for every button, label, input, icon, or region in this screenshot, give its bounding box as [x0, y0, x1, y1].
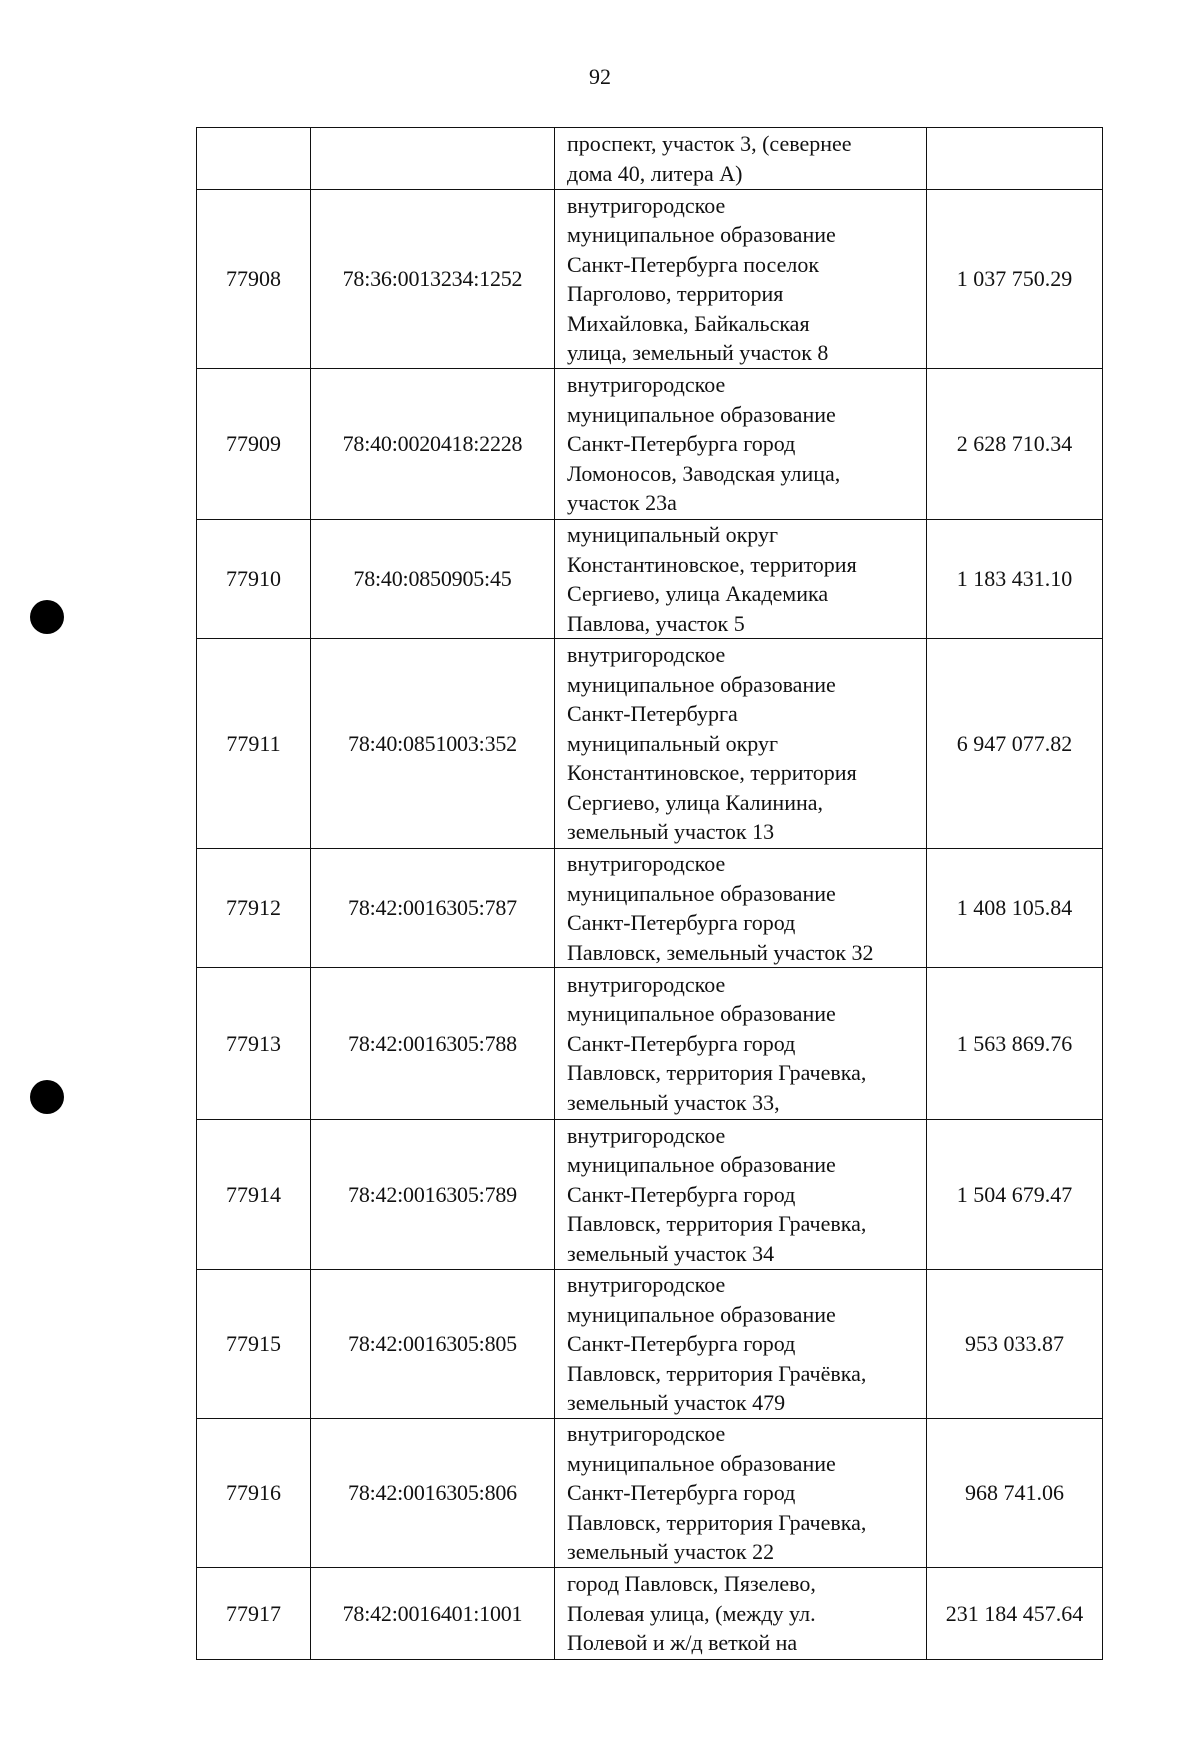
address-line: Санкт-Петербурга город	[567, 1480, 796, 1506]
cadastral-value-cell: 231 184 457.64	[927, 1568, 1103, 1660]
row-number-cell: 77916	[197, 1419, 311, 1568]
address-line: земельный участок 479	[567, 1390, 786, 1416]
address-cell	[555, 1419, 927, 1568]
cadastral-number-cell: 78:42:0016305:789	[311, 1120, 555, 1270]
cadastral-value-cell: 968 741.06	[927, 1419, 1103, 1568]
table-row	[197, 369, 1103, 520]
address-line: внутригородское	[567, 192, 726, 218]
table-row	[197, 1419, 1103, 1568]
row-number-cell: 77910	[197, 520, 311, 639]
address-line: проспект, участок 3, (севернее	[567, 131, 852, 156]
address-line: Павловск, земельный участок 32	[567, 939, 874, 965]
address-line: внутригородское	[567, 642, 726, 668]
cadastral-value-cell: 1 563 869.76	[927, 968, 1103, 1120]
address-line: Санкт-Петербурга город	[567, 910, 796, 935]
cadastral-value-cell: 1 408 105.84	[927, 849, 1103, 968]
address-line: Павловск, территория Грачевка,	[567, 1060, 867, 1086]
address-cell	[555, 1120, 927, 1270]
address-line: участок 23а	[567, 490, 677, 516]
page-number: 92	[589, 64, 611, 89]
address-line: Полевая улица, (между ул.	[567, 1600, 816, 1626]
cadastral-number-cell: 78:40:0850905:45	[311, 520, 555, 639]
address-line: муниципальный округ	[567, 730, 779, 756]
cadastral-value-cell: 1 037 750.29	[927, 190, 1103, 369]
row-number-cell: 77913	[197, 968, 311, 1120]
address-line: земельный участок 33,	[567, 1089, 780, 1115]
row-number-cell: 77908	[197, 190, 311, 369]
cadastral-number-cell	[311, 128, 555, 190]
registry-table-body	[197, 128, 1103, 1660]
address-line: Санкт-Петербурга	[567, 701, 738, 727]
address-line: Санкт-Петербурга поселок	[567, 251, 820, 277]
address-cell	[555, 369, 927, 520]
address-line: Павловск, территория Грачевка,	[567, 1509, 867, 1535]
table-row	[197, 128, 1103, 190]
table-row	[197, 520, 1103, 639]
cadastral-value-cell: 6 947 077.82	[927, 639, 1103, 849]
address-line: дома 40, литера А)	[567, 160, 743, 186]
address-line: улица, земельный участок 8	[567, 340, 829, 365]
row-number-cell: 77917	[197, 1568, 311, 1660]
address-line: муниципальное образование	[567, 401, 836, 427]
address-line: Сергиево, улица Калинина,	[567, 789, 824, 815]
address-line: муниципальное образование	[567, 1450, 836, 1476]
address-line: Павлова, участок 5	[567, 610, 745, 636]
table-row	[197, 849, 1103, 968]
address-line: внутригородское	[567, 1421, 726, 1447]
address-line: город Павловск, Пязелево,	[567, 1571, 816, 1597]
address-line: внутригородское	[567, 372, 726, 398]
cadastral-value-cell: 1 504 679.47	[927, 1120, 1103, 1270]
address-line: муниципальный округ	[567, 522, 779, 547]
table-row	[197, 1120, 1103, 1270]
address-line: Павловск, территория Грачевка,	[567, 1211, 867, 1237]
cadastral-number-cell: 78:42:0016305:787	[311, 849, 555, 968]
address-line: Сергиево, улица Академика	[567, 581, 829, 606]
cadastral-number-cell: 78:42:0016305:805	[311, 1270, 555, 1419]
address-line: Константиновское, территория	[567, 760, 857, 786]
address-line: Парголово, территория	[567, 281, 784, 306]
address-line: земельный участок 13	[567, 819, 775, 845]
table-row	[197, 1568, 1103, 1660]
table-row	[197, 968, 1103, 1120]
address-line: Полевой и ж/д веткой на	[567, 1630, 798, 1656]
cadastral-number-cell: 78:40:0851003:352	[311, 639, 555, 849]
cadastral-value-cell: 2 628 710.34	[927, 369, 1103, 520]
land-plot-registry-table	[196, 127, 1103, 1660]
address-line: Константиновское, территория	[567, 551, 857, 577]
address-line: земельный участок 34	[567, 1240, 775, 1266]
address-cell	[555, 639, 927, 849]
table-row	[197, 190, 1103, 369]
cadastral-value-cell: 1 183 431.10	[927, 520, 1103, 639]
cadastral-value-cell: 953 033.87	[927, 1270, 1103, 1419]
cadastral-number-cell: 78:42:0016401:1001	[311, 1568, 555, 1660]
address-line: Михайловка, Байкальская	[567, 310, 810, 336]
row-number-cell	[197, 128, 311, 190]
address-line: Санкт-Петербурга город	[567, 431, 796, 457]
binder-hole-mark	[30, 600, 64, 634]
row-number-cell: 77909	[197, 369, 311, 520]
cadastral-number-cell: 78:40:0020418:2228	[311, 369, 555, 520]
address-line: муниципальное образование	[567, 1001, 836, 1027]
table-row	[197, 639, 1103, 849]
address-line: внутригородское	[567, 1272, 726, 1298]
address-cell	[555, 968, 927, 1120]
address-line: муниципальное образование	[567, 1301, 836, 1327]
address-line: Санкт-Петербурга город	[567, 1331, 796, 1357]
cadastral-value-cell	[927, 128, 1103, 190]
address-line: муниципальное образование	[567, 1152, 836, 1178]
cadastral-number-cell: 78:42:0016305:788	[311, 968, 555, 1120]
address-cell	[555, 190, 927, 369]
table-row	[197, 1270, 1103, 1419]
address-cell	[555, 849, 927, 968]
address-line: внутригородское	[567, 971, 726, 997]
binder-hole-mark	[30, 1080, 64, 1114]
address-cell	[555, 1270, 927, 1419]
address-line: муниципальное образование	[567, 880, 836, 906]
address-line: муниципальное образование	[567, 222, 836, 247]
address-line: Санкт-Петербурга город	[567, 1030, 796, 1056]
address-line: Павловск, территория Грачёвка,	[567, 1360, 867, 1386]
row-number-cell: 77912	[197, 849, 311, 968]
address-line: внутригородское	[567, 851, 726, 876]
address-cell	[555, 520, 927, 639]
address-cell	[555, 128, 927, 190]
address-cell	[555, 1568, 927, 1660]
row-number-cell: 77911	[197, 639, 311, 849]
address-line: земельный участок 22	[567, 1539, 775, 1565]
address-line: Санкт-Петербурга город	[567, 1181, 796, 1207]
cadastral-number-cell: 78:42:0016305:806	[311, 1419, 555, 1568]
address-line: внутригородское	[567, 1122, 726, 1148]
row-number-cell: 77914	[197, 1120, 311, 1270]
row-number-cell: 77915	[197, 1270, 311, 1419]
address-line: муниципальное образование	[567, 671, 836, 697]
address-line: Ломоносов, Заводская улица,	[567, 460, 841, 486]
cadastral-number-cell: 78:36:0013234:1252	[311, 190, 555, 369]
